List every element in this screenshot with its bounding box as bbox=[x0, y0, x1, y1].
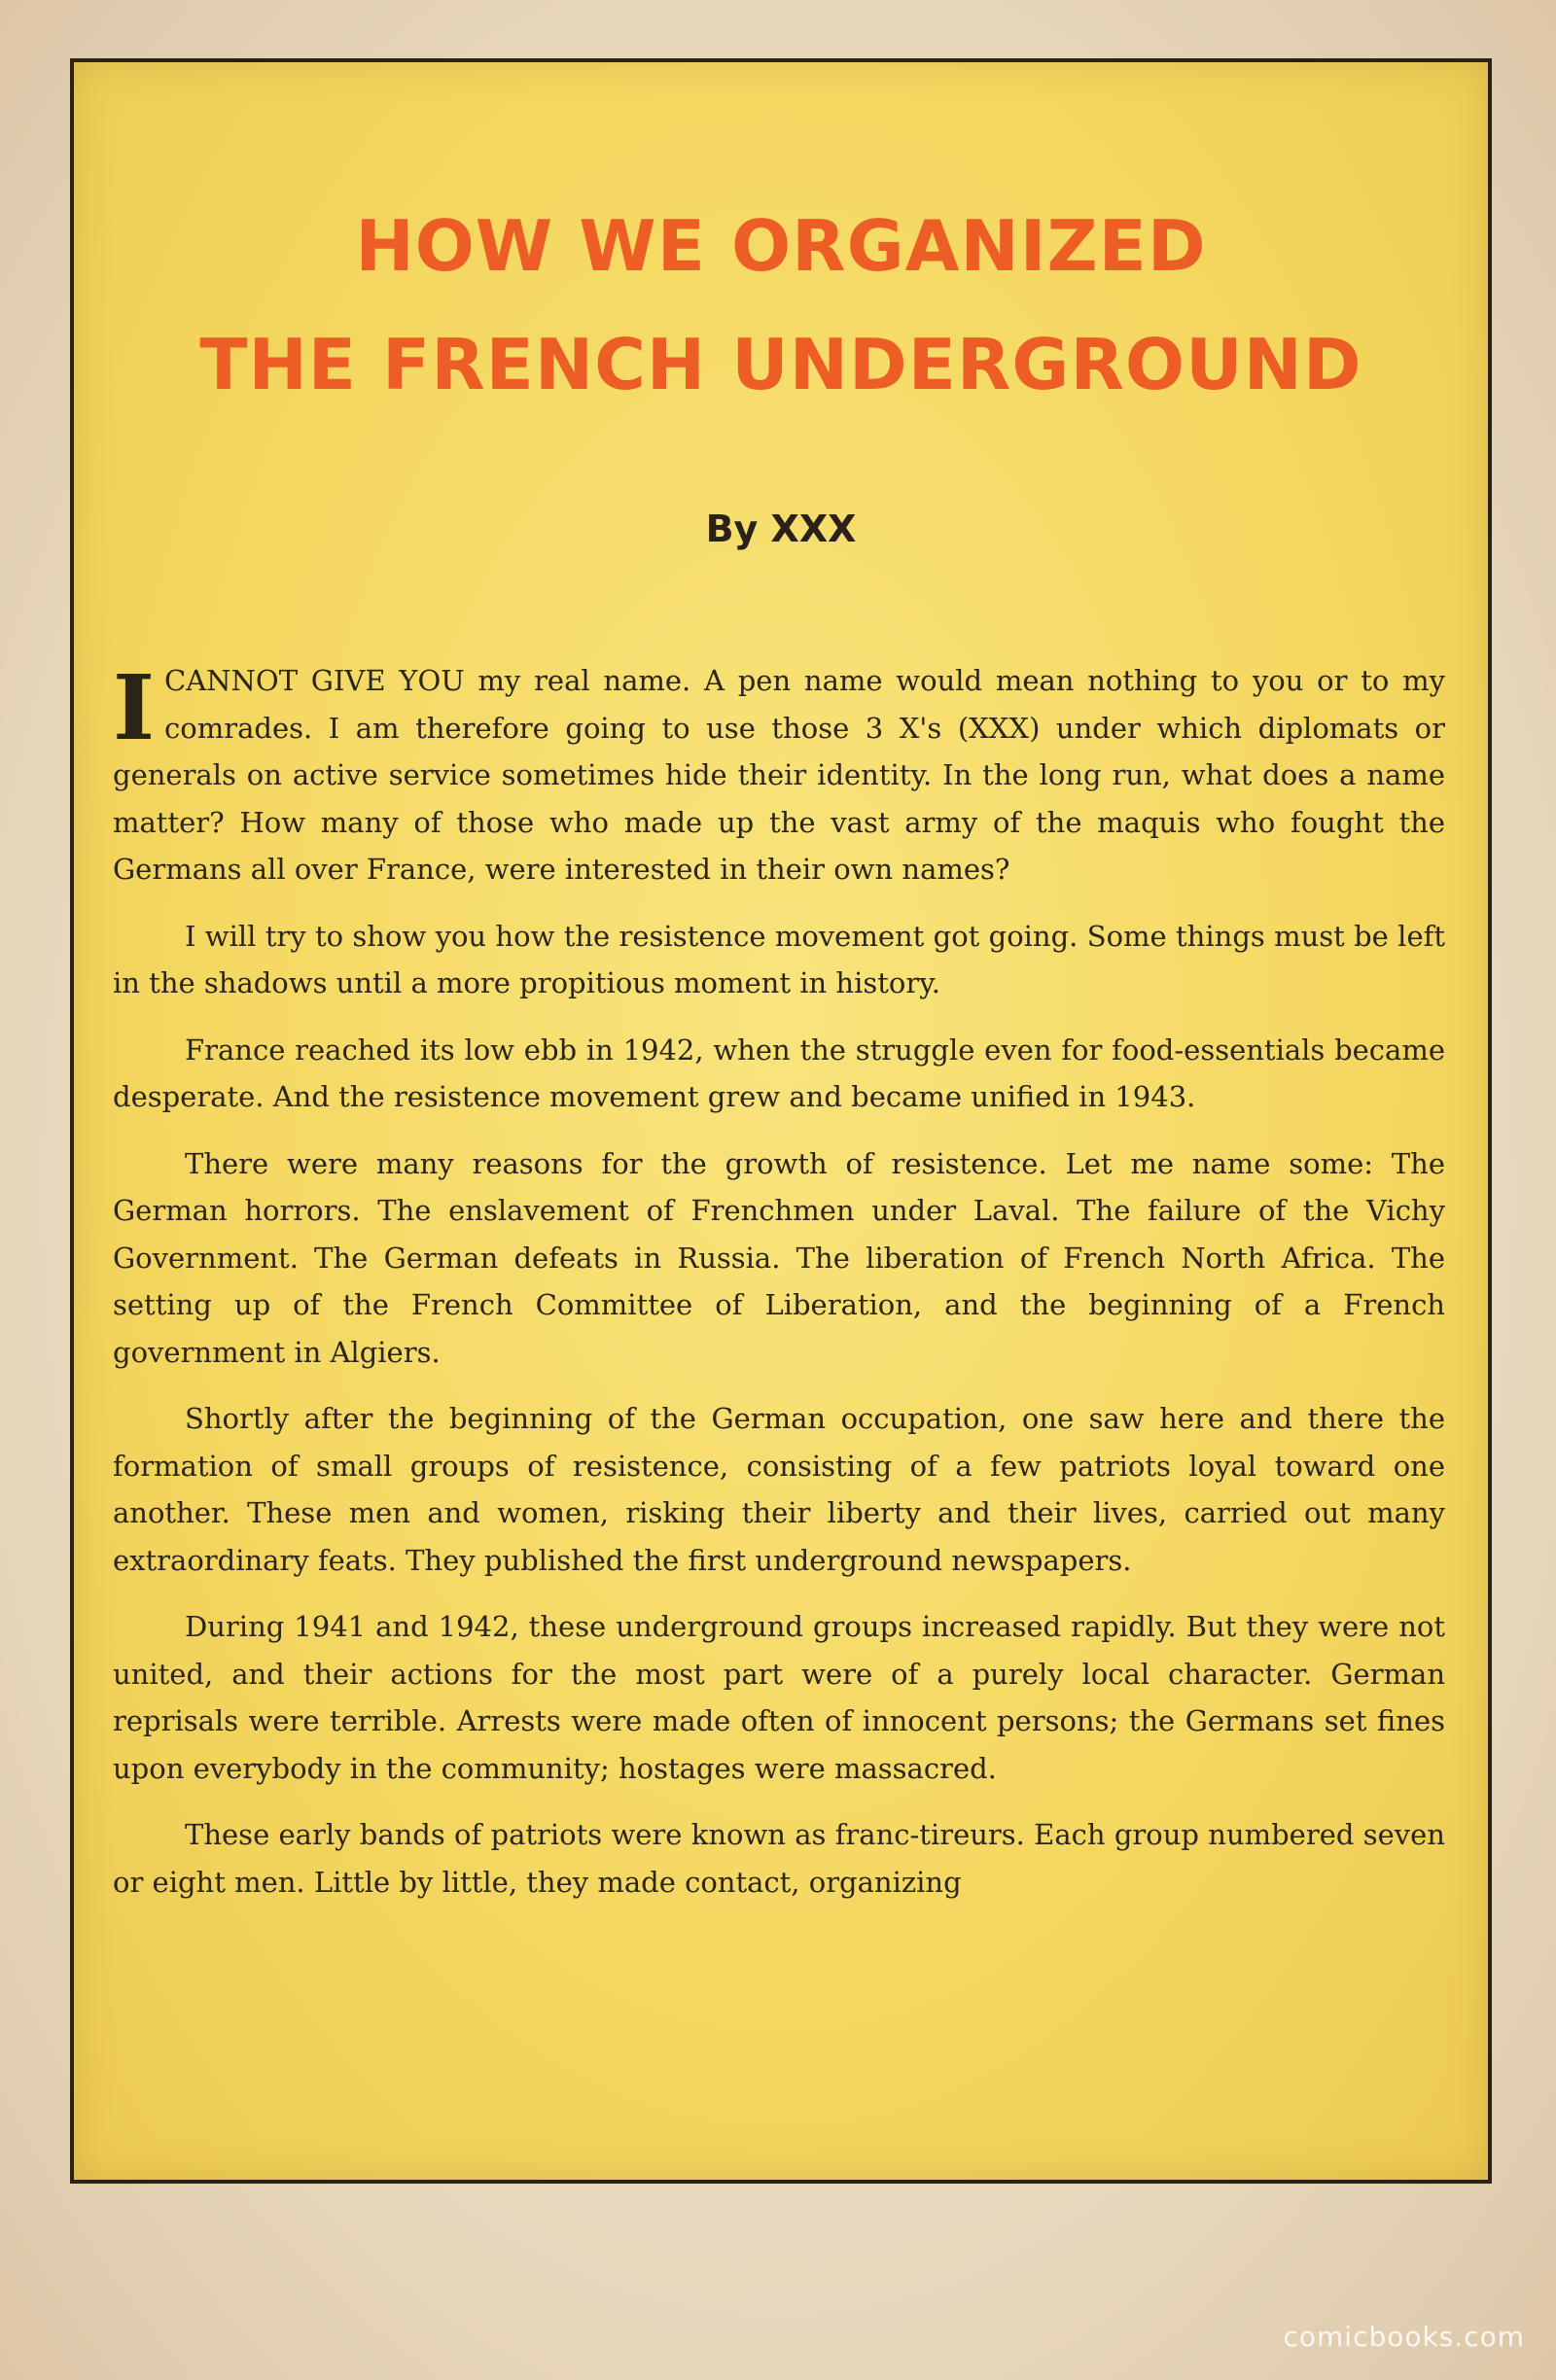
article-title bbox=[74, 187, 1488, 424]
drop-cap: I bbox=[113, 655, 156, 760]
article-body bbox=[113, 657, 1445, 1925]
title-line-1: HOW WE ORGANIZED bbox=[355, 205, 1207, 287]
paragraph-7: These early bands of patriots were known as franc-tireurs. Each group numbered seven or eight men. Little by little, they made contact, organizing bbox=[113, 1818, 1445, 1899]
paragraph-4: There were many reasons for the growth of resistence. Let me name some: The German horrors. The enslavement of Frenchmen under Laval. The failure of the Vichy Government. The German defeats in Russia. The liberation of French North Africa. The setting up of the French Committee of Liberation, and the beginning of a French government in Algiers. bbox=[113, 1146, 1445, 1369]
paragraph-1 bbox=[113, 657, 1445, 893]
paragraph-6: During 1941 and 1942, these underground groups increased rapidly. But they were not united, and their actions for the most part were of a purely local character. German reprisals were terrible. Arrests were made often of innocent persons; the Germans set fines upon everybody in the community; hostages were massacred. bbox=[113, 1610, 1445, 1785]
paragraph-1-text: CANNOT GIVE YOU my real name. A pen name would mean nothing to you or to my comrades. I am therefore going to use those 3 X's (XXX) under which diplomats or generals on active service sometimes hide their identity. In the long run, what does a name matter? How many of those who made up the vast army of the maquis who fought the Germans all over France, were interested in their own names? bbox=[113, 664, 1445, 886]
paragraph-3: France reached its low ebb in 1942, when the struggle even for food-essentials became desperate. And the resistence movement grew and became unified in 1943. bbox=[113, 1032, 1445, 1113]
title-line-2: THE FRENCH UNDERGROUND bbox=[199, 324, 1362, 405]
paragraph-5: Shortly after the beginning of the German occupation, one saw here and there the formation of small groups of resistence, consisting of a few patriots loyal toward one another. These men and women, risking their liberty and their lives, carried out many extraordinary feats. They published the first underground newspapers. bbox=[113, 1402, 1445, 1577]
paragraph-2: I will try to show you how the resistence movement got going. Some things must be left in the shadows until a more propitious moment in history. bbox=[113, 919, 1445, 999]
article-panel bbox=[70, 58, 1492, 2184]
watermark: comicbooks.com bbox=[1283, 2321, 1525, 2353]
byline: By XXX bbox=[705, 508, 857, 550]
